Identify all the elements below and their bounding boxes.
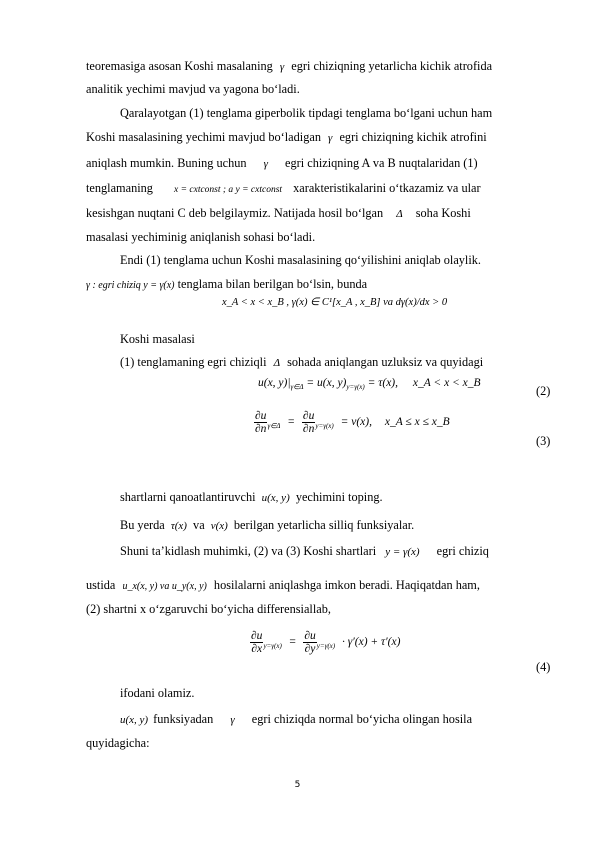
- text-line: [120, 332, 550, 346]
- equation-number: (4): [536, 660, 551, 674]
- text: quyidagicha:: [86, 736, 150, 750]
- u-function: u(x, y): [120, 714, 149, 726]
- text: teoremasiga asosan Koshi masalaning: [86, 59, 273, 73]
- text: analitik yechimi mavjud va yagona bo‘ladi.: [86, 82, 300, 96]
- text-line: [86, 736, 550, 750]
- text-line: [120, 106, 550, 120]
- text: hosilalarni aniqlashga imkon beradi. Haqiqatdan ham,: [213, 578, 480, 592]
- eq3-range: x_A ≤ x ≤ x_B: [384, 416, 450, 429]
- text: soha Koshi: [415, 206, 471, 220]
- text: egri chiziqning kichik atrofini: [339, 130, 487, 144]
- text: sohada aniqlangan uzluksiz va quyidagi: [287, 355, 484, 369]
- derivatives-formula: u_x(x, y) va u_y(x, y): [122, 581, 207, 592]
- text-line: [86, 156, 550, 171]
- fraction: $\frac{\partial u}{\partial n}$: [302, 410, 315, 435]
- text: kesishgan nuqtani C deb belgilaymiz. Natijada hosil bo‘lgan: [86, 206, 384, 220]
- condition-formula: [222, 296, 447, 308]
- gamma-symbol: γ: [279, 61, 285, 73]
- text: Koshi masalasining yechimi mavjud bo‘ladigan: [86, 130, 321, 144]
- delta-symbol: Δ: [273, 357, 281, 369]
- text: Qaralayotgan (1) tenglama giperbolik tipdagi tenglama bo‘lgani uchun ham: [120, 106, 493, 120]
- delta-symbol: Δ: [396, 208, 403, 220]
- eq2-sub: γ∈Δ: [290, 383, 304, 391]
- text: ustida: [86, 578, 116, 592]
- page-number: 5: [294, 780, 301, 790]
- text-line: [86, 82, 550, 96]
- fraction: $\frac{\partial u}{\partial n}$: [255, 410, 267, 435]
- eq2-sub2: y=γ(x): [346, 383, 365, 391]
- text-line: [86, 206, 550, 221]
- nu-function: ν(x): [210, 520, 228, 532]
- equation-4: $\frac{\partial u}{\partial x}$ $_{y=\gamma(x)}$ = $\frac{\partial u}{\partial y}$ $_{y=\gamma(x)}$ · γ′(x) + τ′(x): [251, 630, 401, 655]
- text-line: [86, 230, 550, 244]
- text-line: [120, 253, 550, 267]
- text: egri chiziqning yetarlicha kichik atrofida: [291, 59, 493, 73]
- text-line: [86, 578, 550, 594]
- text: Bu yerda: [120, 518, 165, 532]
- text: shartlarni qanoatlantiruvchi: [120, 490, 256, 504]
- text-line: [120, 490, 550, 505]
- text: va: [193, 518, 205, 532]
- text: ifodani olamiz.: [120, 686, 195, 700]
- text-line: [120, 712, 550, 727]
- gamma-symbol: γ: [263, 158, 268, 170]
- curve-formula: y = γ(x): [385, 546, 420, 558]
- eq2-range: x_A < x < x_B: [412, 377, 481, 389]
- text-line: [86, 602, 550, 616]
- tau-function: τ(x): [170, 520, 187, 532]
- eq3-rhs: = ν(x),: [340, 416, 372, 429]
- eq4-rhs: · γ′(x) + τ′(x): [341, 636, 401, 649]
- text: (2) shartni x o‘zgaruvchi bo‘yicha differensiallab,: [86, 602, 331, 616]
- text: aniqlash mumkin. Buning uchun: [86, 156, 247, 170]
- text-line: [120, 518, 550, 533]
- u-function: u(x, y): [261, 492, 290, 504]
- fraction: $\frac{\partial u}{\partial x}$: [251, 630, 263, 655]
- text: egri chiziqning A va B nuqtalaridan (1): [285, 156, 478, 170]
- text-line: [120, 544, 550, 559]
- text: Shuni ta’kidlash muhimki, (2) va (3) Koshi shartlari: [120, 544, 377, 558]
- equation-number: (3): [536, 434, 551, 448]
- eq2-mid: = u(x, y): [306, 377, 347, 389]
- gamma-symbol: γ: [328, 132, 333, 144]
- text: tenglamaning: [86, 181, 153, 195]
- text: funksiyadan: [153, 712, 214, 726]
- text: berilgan yetarlicha silliq funksiyalar.: [233, 518, 415, 532]
- text: egri chiziq: [436, 544, 489, 558]
- text-line: [86, 277, 550, 293]
- text-line: [86, 181, 550, 197]
- equation-number: (2): [536, 384, 551, 398]
- text: (1) tenglamaning egri chiziqli: [120, 355, 267, 369]
- text: xarakteristikalarini o‘tkazamiz va ular: [293, 181, 481, 195]
- eq2-lhs: u(x, y)|: [258, 377, 291, 389]
- text-line: [86, 130, 550, 145]
- text: yechimini toping.: [295, 490, 383, 504]
- text-line: [86, 59, 550, 74]
- gamma-symbol: γ: [230, 714, 235, 726]
- curve-definition: γ : egri chiziq y = γ(x): [86, 280, 175, 291]
- equation-2: [258, 377, 481, 391]
- text-line: [120, 355, 550, 370]
- text: masalasi yechiminig aniqlanish sohasi bo‘ladi.: [86, 230, 316, 244]
- condition-text: x_A < x < x_B , γ(x) ∈ C¹[x_A , x_B] va dγ(x)/dx > 0: [222, 297, 448, 308]
- text: egri chiziqda normal bo‘yicha olingan hosila: [251, 712, 473, 726]
- eq2-rhs: = τ(x),: [367, 377, 399, 389]
- text: Endi (1) tenglama uchun Koshi masalasining qo‘yilishini aniqlab olaylik.: [120, 253, 481, 267]
- text: Koshi masalasi: [120, 332, 195, 346]
- text-line: [120, 686, 550, 700]
- equation-3: $\frac{\partial u}{\partial n}$ $_{\gamma\in\Delta}$ = $\frac{\partial u}{\partial n}$ $_{y=\gamma(x)}$ = ν(x), x_A ≤ x ≤ x_B: [255, 410, 450, 435]
- characteristics-formula: x = cxtconst ; a y = cxtconst: [174, 185, 283, 195]
- fraction: $\frac{\partial u}{\partial y}$: [304, 630, 316, 655]
- text: tenglama bilan berilgan bo‘lsin, bunda: [177, 277, 368, 291]
